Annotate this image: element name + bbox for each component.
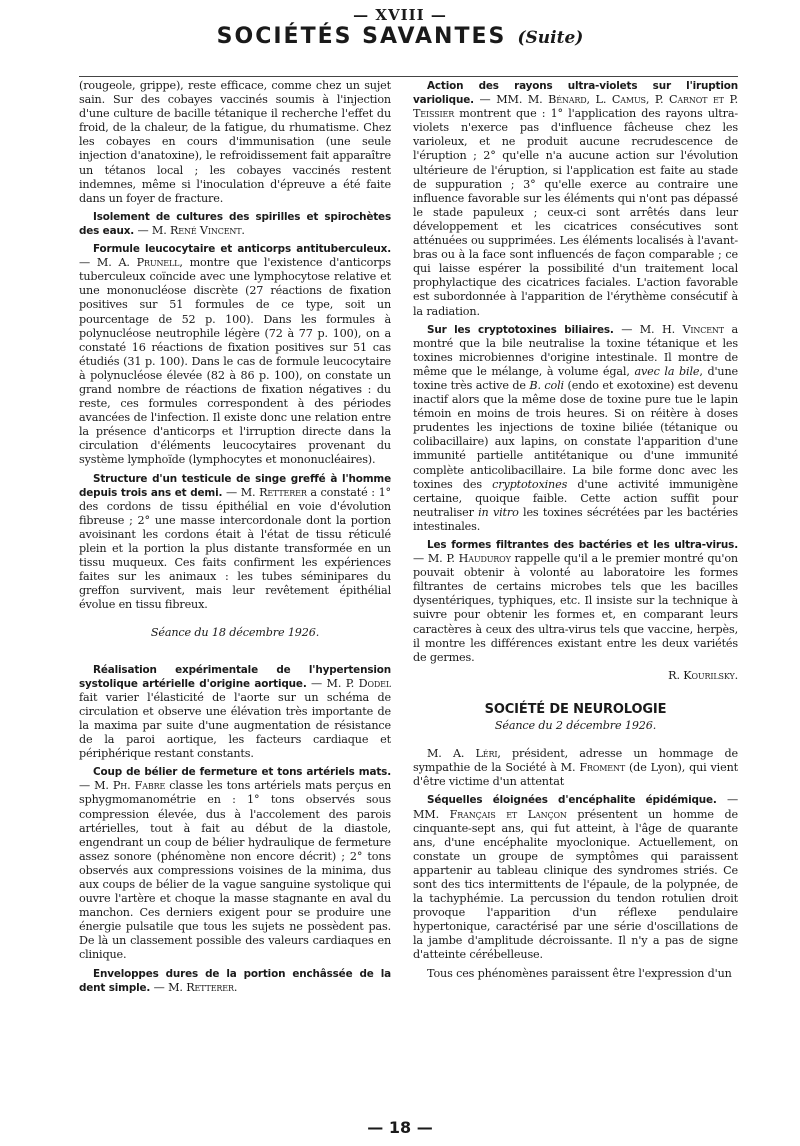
author: M. P. Hauduroy xyxy=(427,552,511,566)
article-body: , d'une toxine très active de xyxy=(413,364,738,392)
right-column xyxy=(413,79,738,985)
article-cryptotoxines: Sur les cryptotoxines biliaires. — M. H. Vincent a montré que la bile neutralise la toxine tétanique et les toxines microbiennes d'origine intestinale. Il montre de même que le mélange, à volume égal, avec la bile, d'une toxine très active de B. coli (endo et exotoxine) est devenu inactif alors que la même dose de toxine pure tue le lapin témoin en moins de trois heures. Si on réitère à doses prudentes les injections de toxine biliée (tétanique ou colibacillaire) aux lapins, on constate l'apparition d'une immunité partielle antitétanique ou d'une immunité complète anticolibacillaire. La bile forme donc avec les toxines des cryptotoxines d'une activité immunigène certaine, quoique faible. Cette action suffit pour neutraliser in vitro les toxines sécrétées par les bactéries intestinales. xyxy=(413,322,738,533)
article-body: a montré que la bile neutralise la toxine tétanique et les toxines microbiennes d'origine intestinale. Il montre de même que le mélange, à volume égal, xyxy=(413,322,738,378)
text: , président, adresse un hommage de sympathie de la Société à M. xyxy=(413,747,738,775)
article-enveloppes: Enveloppes dures de la portion enchâssée de la dent simple. — M. Retterer. xyxy=(79,967,391,994)
author: MM. Français et Lançon xyxy=(413,807,567,821)
article-heading: Sur les cryptotoxines biliaires. xyxy=(427,323,614,336)
article-realisation: Réalisation expérimentale de l'hypertension systolique artérielle d'origine aortique. — M. P. Dodel fait varier l'élasticité de l'aorte sur un schéma de circulation et observe une élévation très importante de la maxima par suite d'une augmentation de résistance de la paroi aortique, les facteurs cardiaque et périphérique restant constants. xyxy=(79,663,391,761)
article-structure: Structure d'un testicule de singe greffé à l'homme depuis trois ans et demi. — M. Retterer a constaté : 1° des cordons de tissu épithélial en voie d'évolution fibreuse ; 2° une masse intercordonale dont la portion avoisinant les cordons était à l'état de tissu réticulé plein et la portion la plus distante transformée en un tissu muqueux. Ces faits confirment les expériences faites sur les animaux : les tubes séminipares du greffon survivent, mais leur revêtement épithélial évolue en tissu fibreux. xyxy=(79,472,391,612)
author: M. A. Prunell xyxy=(96,256,180,270)
article-formule: Formule leucocytaire et anticorps antituberculeux. — M. A. Prunell, montre que l'existence d'anticorps tuberculeux coïncide avec une lymphocytose relative et une mononucléose discrète (27 réactions de fixation positives sur 51 formules de ce type, soit un pourcentage de 52 p. 100). Dans les formules à polynucléose neutrophile légère (72 à 77 p. 100), on a constaté 16 réactions de fixation positives sur 51 cas étudiés (31 p. 100). Dans le cas de formule leucocytaire à polynucléose élevée (82 à 86 p. 100), on constate un grand nombre de réactions de fixation négatives : du reste, ces formules correspondent à des périodes avancées de l'infection. Il existe donc une relation entre la présence d'anticorps et l'irruption directe dans la circulation d'éléments leucocytaires provenant du système lymphoïde (lymphocytes et mononucléaires). xyxy=(79,243,391,467)
article-formes-filtrantes: Les formes filtrantes des bactéries et les ultra-virus. — M. P. Hauduroy rappelle qu'il a le premier montré qu'on pouvait obtenir à volonté au laboratoire les formes filtrantes de certains microbes tels que les bacilles dysentériques, typhiques, etc. Il insiste sur la technique à suivre pour obtenir les formes et, en comparant leurs caractères à ceux des ultra-virus tels que vaccine, herpès, il montre les différences existant entre les deux variétés de germes. xyxy=(413,539,738,664)
article-heading: Les formes filtrantes des bactéries et les ultra-virus. xyxy=(427,539,738,551)
article-body: , montre que l'existence d'anticorps tuberculeux coïncide avec une lymphocytose relative et une mononucléose discrète (27 réactions de fixation positives sur 51 formules de ce type, soit un pourcentage de 52 p. 100). Dans les formules à polynucléose neutrophile légère (72 à 77 p. 100), on a constaté 16 réactions de fixation positives sur 51 cas étudiés (31 p. 100). Dans le cas de formule leucocytaire à polynucléose élevée (82 à 86 p. 100), on constate un grand nombre de réactions de fixation négatives : du reste, ces formules correspondent à des périodes avancées de l'infection. Il existe donc une relation entre la présence d'anticorps et l'irruption directe dans la circulation d'éléments leucocytaires provenant du système lymphoïde (lymphocytes et mononucléaires). xyxy=(79,256,391,467)
article-heading: Action des rayons ultra-violets sur l'iruption variolique. xyxy=(413,80,738,107)
article-heading: Coup de bélier de fermeture et tons artériels mats. xyxy=(93,766,391,779)
article-heading: Séquelles éloignées d'encéphalite épidémique. xyxy=(427,794,717,807)
text: (de Lyon), qui vient d'être victime d'un attentat xyxy=(413,761,738,789)
author: Léri xyxy=(475,747,498,761)
society-heading: SOCIÉTÉ DE NEUROLOGIE xyxy=(484,701,667,717)
left-column xyxy=(79,79,391,999)
seance-date: Séance du 18 décembre 1926. xyxy=(150,626,320,640)
author: MM. M. Bénard, L. Camus, P. Carnot et P. Teissier xyxy=(413,93,738,121)
italic-text: avec la bile xyxy=(634,364,700,378)
article-body: fait varier l'élasticité de l'aorte sur un schéma de circulation et observe une élévation très importante de la maxima par suite d'une augmentation de résistance de la paroi aortique, les facteurs cardiaque et périphérique restant constants. xyxy=(79,690,391,761)
article-body: (endo et exotoxine) est devenu inactif alors que la même dose de toxine pure tue le lapin témoin en moins de trois heures. Si on réitère à doses prudentes les injections de toxine biliée (tétanique ou colibacillaire) aux lapins, on constate l'apparition d'une immunité partielle antitétanique ou d'une immunité complète anticolibacillaire. La bile forme donc avec les toxines des xyxy=(413,378,738,491)
article-body: présentent un homme de cinquante-sept ans, qui fut atteint, à l'âge de quarante ans, d'une encéphalite myoclonique. Actuellement, on constate un groupe de symptômes qui paraissent appartenir au tableau clinique des syndromes striés. Ce sont des tics intermittents de l'épaule, de la polypnée, de la tachyphémie. La percussion du tendon rotulien droit provoque l'apparition d'un réflexe pendulaire hypertonique, caractérisé par une série d'oscillations de la jambe d'amplitude décroissante. Il n'y a pas de signe d'atteinte cérébelleuse. xyxy=(413,807,739,962)
italic-text: cryptotoxines xyxy=(492,477,568,491)
article-body: les toxines sécrétées par les bactéries intestinales. xyxy=(413,505,738,533)
header-rule xyxy=(79,76,738,77)
article-heading: Structure d'un testicule de singe greffé à l'homme depuis trois ans et demi. xyxy=(79,472,391,499)
article-body: rappelle qu'il a le premier montré qu'on pouvait obtenir à volonté au laboratoire les formes filtrantes de certains microbes tels que les bacilles dysentériques, typhiques, etc. Il insiste sur la technique à suivre pour obtenir les formes et, en comparant leurs caractères à ceux des ultra-virus tels que vaccine, herpès, il montre les différences existant entre les deux variétés de germes. xyxy=(413,552,738,664)
article-heading: Réalisation expérimentale de l'hypertension systolique artérielle d'origine aortique. xyxy=(79,663,391,690)
article-heading: Isolement de cultures des spirilles et spirochètes des eaux. xyxy=(79,210,391,237)
article-sequelles: Séquelles éloignées d'encéphalite épidémique. — MM. Français et Lançon présentent un homme de cinquante-sept ans, qui fut atteint, à l'âge de quarante ans, d'une encéphalite myoclonique. Actuellement, on constate un groupe de symptômes qui paraissent appartenir au tableau clinique des syndromes striés. Ce sont des tics intermittents de l'épaule, de la polypnée, de la tachyphémie. La percussion du tendon rotulien droit provoque l'apparition d'un réflexe pendulaire hypertonique, caractérisé par une série d'oscillations de la jambe d'amplitude décroissante. Il n'y a pas de signe d'atteinte cérébelleuse. xyxy=(413,793,739,962)
italic-text: in vitro xyxy=(478,505,519,519)
article-body: d'une activité immunigène certaine, quoique faible. Cette action suffit pour neutraliser xyxy=(413,477,738,519)
article-isolement: Isolement de cultures des spirilles et spirochètes des eaux. — M. René Vincent. xyxy=(79,210,391,237)
signature: R. Kourilsky. xyxy=(668,668,738,682)
article-coup-de-belier: Coup de bélier de fermeture et tons artériels mats. — M. Ph. Fabre classe les tons artériels mats perçus en sphygmomanométrie en : 1° tons observés sous compression élevée, dus à l'accolement des parois artérielles, tout à fait au début de la diastole, engendrant un coup de bélier hydraulique de fermeture assez sonore (phénomène non encore décrit) ; 2° tons observés aux compressions voisines de la minima, dus aux coups de bélier de la vague sanguine systolique qui ouvre l'artère et choque la masse stagnante en aval du manchon. Ces derniers exigent pour se produire une énergie pulsatile que tous les sujets ne possèdent pas. De là un classement possible des valeurs cardiaques en clinique. xyxy=(79,766,391,962)
article-body: a constaté : 1° des cordons de tissu épithélial en voie d'évolution fibreuse ; 2° une masse intercordonale dont la portion avoisinant les cordons était à l'état de tissu réticulé plein et la portion la plus distante transformée en un tissu muqueux. Ces faits confirment les expériences faites sur les animaux : les tubes séminipares du greffon survivent, mais leur revêtement épithélial évolue en tissu fibreux. xyxy=(79,485,391,612)
paragraph: Tous ces phénomènes paraissent être l'expression d'un xyxy=(427,966,732,980)
article-body: montrent que : 1° l'application des rayons ultra-violets n'exerce pas d'influence fâcheuse chez les varioleux, et ne produit aucune recrudescence de l'éruption ; 2° qu'elle n'a aucune action sur l'évolution ultérieure de l'éruption, si l'application est faite au stade de suppuration ; 3° qu'elle exerce au contraire une influence favorable sur les éléments qui n'ont pas dépassé le stade papuleux ; ceux-ci sont arrêtés dans leur développement et les cicatrices consécutives sont atténuées ou supprimées. Les éléments localisés à l'avant-bras ou à la face sont influencés de façon comparable ; ce qui laisse espérer la possibilité d'un traitement local prophylactique des cicatrices faciales. L'action favorable est subordonnée à l'apparition de l'érythème consécutif à la radiation. xyxy=(413,107,738,318)
author: M. H. Vincent xyxy=(639,322,724,336)
author: Froment xyxy=(579,761,626,775)
text: M. A. xyxy=(427,747,476,761)
page-number: — 18 — xyxy=(367,1118,433,1137)
section-title-suite: (Suite) xyxy=(517,28,584,48)
article-body: classe les tons artériels mats perçus en sphygmomanométrie en : 1° tons observés sous compression élevée, dus à l'accolement des parois artérielles, tout à fait au début de la diastole, engendrant un coup de bélier hydraulique de fermeture assez sonore (phénomène non encore décrit) ; 2° tons observés aux compressions voisines de la minima, dus aux coups de bélier de la vague sanguine systolique qui ouvre l'artère et choque la masse stagnante en aval du manchon. Ces derniers exigent pour se produire une énergie pulsatile que tous les sujets ne possèdent pas. De là un classement possible des valeurs cardiaques en clinique. xyxy=(79,779,391,962)
italic-text: B. coli xyxy=(529,378,564,392)
article-ultra-violets: Action des rayons ultra-violets sur l'iruption variolique. — MM. M. Bénard, L. Camus, P. Carnot et P. Teissier montrent que : 1° l'application des rayons ultra-violets n'exerce pas d'influence fâcheuse chez les varioleux, et ne produit aucune recrudescence de l'éruption ; 2° qu'elle n'a aucune action sur l'évolution ultérieure de l'éruption, si l'application est faite au stade de suppuration ; 3° qu'elle exerce au contraire une influence favorable sur les éléments qui n'ont pas dépassé le stade papuleux ; ceux-ci sont arrêtés dans leur développement et les cicatrices consécutives sont atténuées ou supprimées. Les éléments localisés à l'avant-bras ou à la face sont influencés de façon comparable ; ce qui laisse espérer la possibilité d'un traitement local prophylactique des cicatrices faciales. L'action favorable est subordonnée à l'apparition de l'érythème consécutif à la radiation. xyxy=(413,80,738,318)
article-heading: Enveloppes dures de la portion enchâssée de la dent simple. xyxy=(79,967,391,994)
author: M. P. Dodel xyxy=(326,676,391,690)
article-heading: Formule leucocytaire et anticorps antituberculeux. xyxy=(93,243,391,256)
paragraph: (rougeole, grippe), reste efficace, comme chez un sujet sain. Sur des cobayes vaccinés soumis à l'injection d'une culture de bacille tétanique il recherche l'effet du froid, de la chaleur, de la fatigue, du rhumatisme. Chez les cobayes en cours d'immunisation (une seule injection d'anatoxine), le refroidissement fait apparaître un tétanos local ; les cobayes vaccinés restent indemnes, même si l'inoculation d'épreuve a été faite dans un foyer de fracture. xyxy=(79,79,391,205)
author: M. Retterer. xyxy=(168,980,238,994)
author: M. Retterer xyxy=(240,485,307,499)
section-title-main: SOCIÉTÉS SAVANTES xyxy=(216,24,507,49)
society-date: Séance du 2 décembre 1926. xyxy=(494,719,657,733)
roman-page-number: — XVIII — xyxy=(353,6,447,24)
section-title xyxy=(0,24,800,49)
author: M. René Vincent. xyxy=(151,223,245,237)
author: M. Ph. Fabre xyxy=(94,779,166,793)
paragraph-hommage xyxy=(413,747,738,789)
